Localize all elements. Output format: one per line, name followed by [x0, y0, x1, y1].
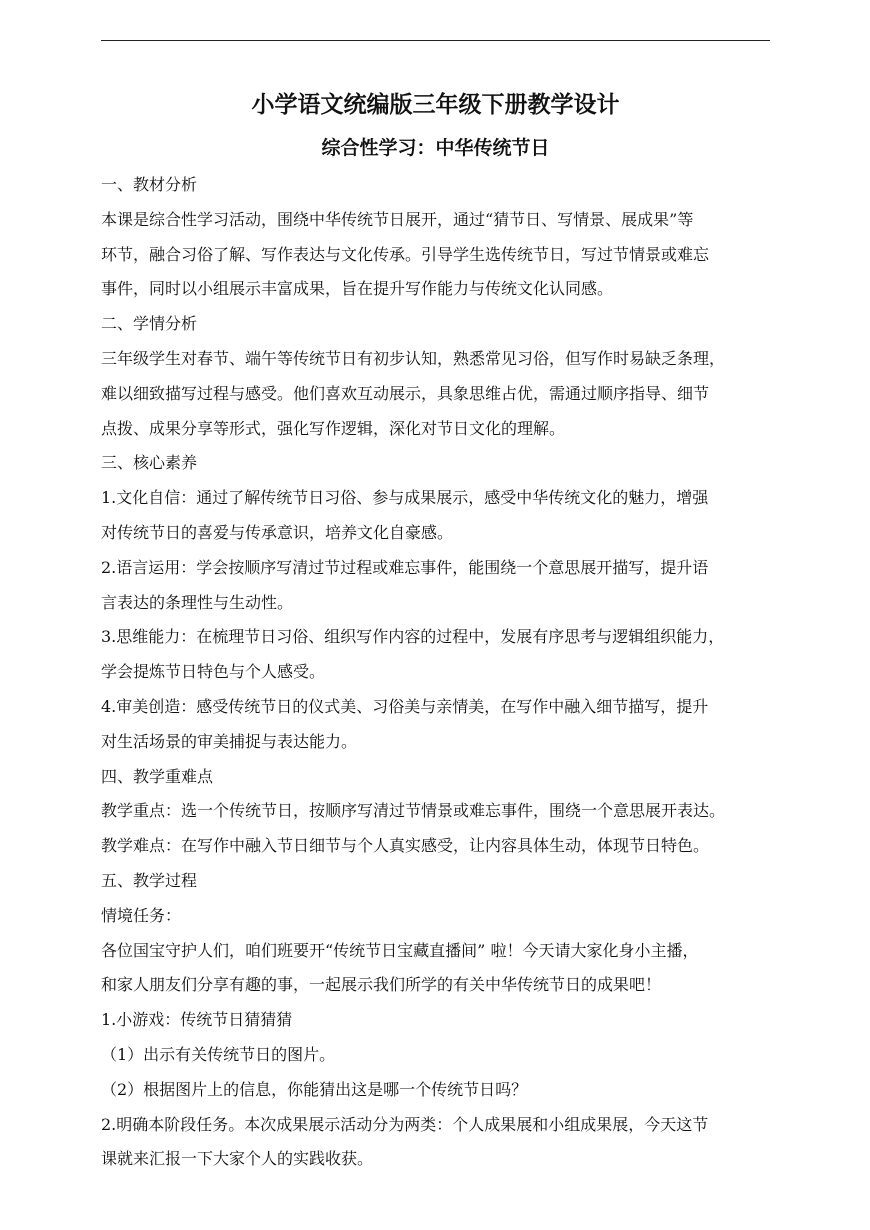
list-item-line: 2.语言运用：学会按顺序写清过节过程或难忘事件，能围绕一个意思展开描写，提升语	[101, 557, 709, 577]
list-item-line: 课就来汇报一下大家个人的实践收获。	[101, 1149, 374, 1169]
list-item-line: 言表达的条理性与生动性。	[101, 592, 294, 612]
list-item-line: （2）根据图片上的信息，你能猜出这是哪一个传统节日吗？	[101, 1079, 528, 1099]
document-subtitle: 综合性学习：中华传统节日	[321, 137, 550, 159]
section-heading-core-competencies: 三、核心素养	[101, 453, 198, 473]
list-item-line: 对生活场景的审美捕捉与表达能力。	[101, 731, 358, 751]
list-item-line: （1）出示有关传统节日的图片。	[101, 1044, 336, 1064]
paragraph-line: 情境任务：	[101, 905, 182, 925]
list-item-line: 学会提炼节日特色与个人感受。	[101, 662, 326, 682]
section-heading-key-points: 四、教学重难点	[101, 766, 214, 786]
paragraph-line: 和家人朋友们分享有趣的事，一起展示我们所学的有关中华传统节日的成果吧！	[101, 975, 662, 995]
list-item-line: 2.明确本阶段任务。本次成果展示活动分为两类：个人成果展和小组成果展，今天这节	[101, 1114, 709, 1134]
header-rule	[101, 40, 770, 41]
paragraph-line: 难以细致描写过程与感受。他们喜欢互动展示，具象思维占优，需通过顺序指导、细节	[101, 383, 710, 403]
list-item-line: 3.思维能力：在梳理节日习俗、组织写作内容的过程中，发展有序思考与逻辑组织能力，	[101, 627, 725, 647]
paragraph-line: 环节，融合习俗了解、写作表达与文化传承。引导学生选传统节日，写过节情景或难忘	[101, 244, 710, 264]
paragraph-line: 三年级学生对春节、端午等传统节日有初步认知，熟悉常见习俗，但写作时易缺乏条理，	[101, 348, 726, 368]
paragraph-line: 点拨、成果分享等形式，强化写作逻辑，深化对节日文化的理解。	[101, 418, 566, 438]
list-item-line: 1.小游戏：传统节日猜猜猜	[101, 1010, 293, 1030]
section-heading-teaching-process: 五、教学过程	[101, 870, 198, 890]
paragraph-line: 各位国宝守护人们，咱们班要开“传统节日宝藏直播间” 啦！今天请大家化身小主播，	[101, 940, 699, 960]
paragraph-line: 事件，同时以小组展示丰富成果，旨在提升写作能力与传统文化认同感。	[101, 279, 614, 299]
list-item-line: 1.文化自信：通过了解传统节日习俗、参与成果展示，感受中华传统文化的魅力，增强	[101, 488, 709, 508]
paragraph-line: 教学难点：在写作中融入节日细节与个人真实感受，让内容具体生动，体现节日特色。	[101, 836, 710, 856]
list-item-line: 4.审美创造：感受传统节日的仪式美、习俗美与亲情美，在写作中融入细节描写，提升	[101, 696, 709, 716]
section-heading-learner-analysis: 二、学情分析	[101, 314, 198, 334]
list-item-line: 对传统节日的喜爱与传承意识，培养文化自豪感。	[101, 522, 454, 542]
document-title: 小学语文统编版三年级下册教学设计	[251, 91, 620, 118]
section-heading-textbook-analysis: 一、教材分析	[101, 175, 198, 194]
paragraph-line: 教学重点：选一个传统节日，按顺序写清过节情景或难忘事件，围绕一个意思展开表达。	[101, 801, 726, 821]
document-body	[101, 82, 770, 1177]
paragraph-line: 本课是综合性学习活动，围绕中华传统节日展开，通过“猜节日、写情景、展成果”等	[101, 209, 694, 229]
